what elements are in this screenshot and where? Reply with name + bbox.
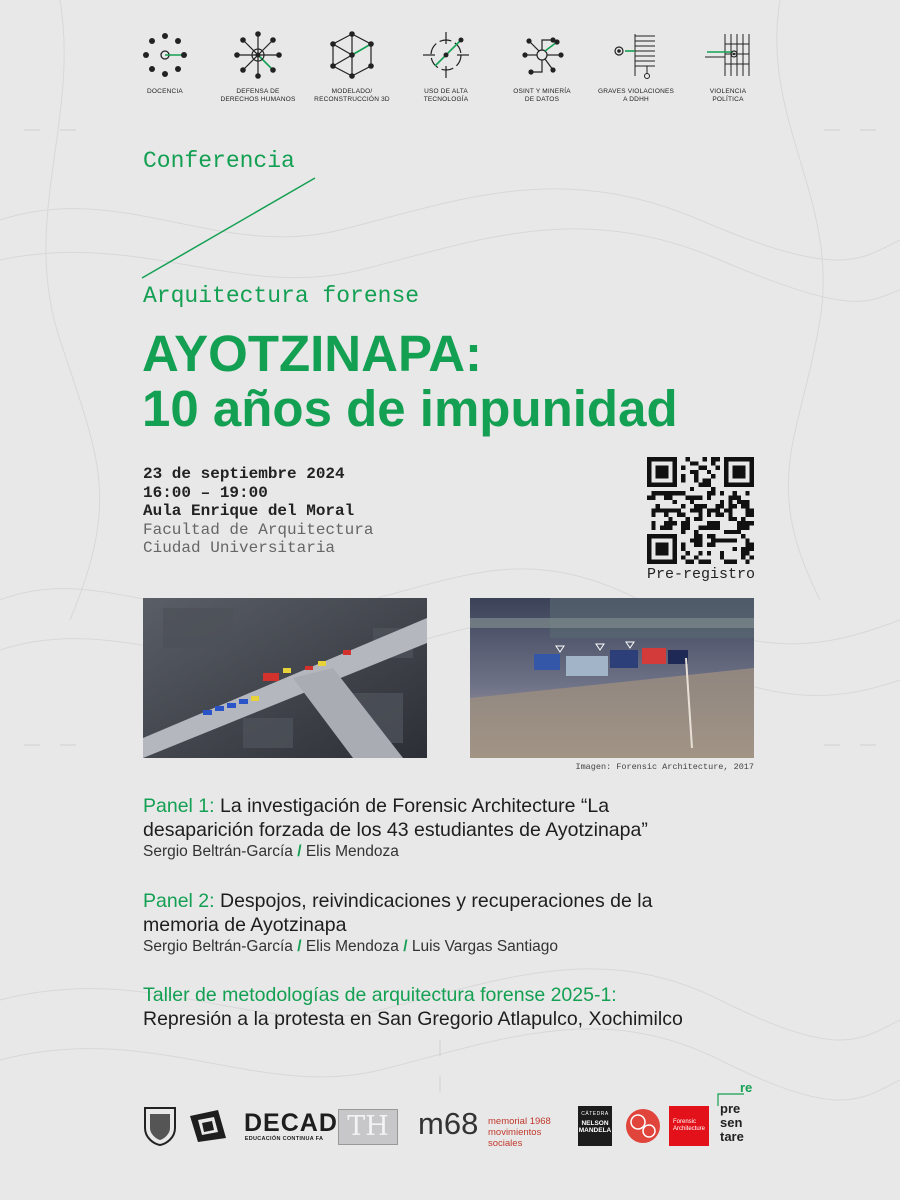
lab-logo: [624, 1106, 662, 1146]
icon-high-tech: [391, 30, 501, 104]
panel-1: [143, 794, 763, 862]
fa-logo: [188, 1108, 230, 1144]
qr-finder-pattern: [647, 534, 677, 564]
decad-logo: DECAD EDUCACIÓN CONTINUA FA: [244, 1109, 338, 1142]
event-time: 16:00 – 19:00: [143, 483, 268, 502]
qr-finder-pattern: [724, 457, 754, 487]
qr-code[interactable]: [647, 457, 754, 564]
icon-label: DEFENSA DE DERECHOS HUMANOS: [220, 88, 296, 103]
forensic-architecture-logo: Forensic Architecture: [669, 1106, 709, 1146]
panel-title-continued: memoria de Ayotzinapa: [143, 914, 347, 936]
event-info: [143, 465, 373, 558]
panel-heading: Panel 2:: [143, 890, 215, 912]
image-caption: Imagen: Forensic Architecture, 2017: [575, 762, 754, 772]
political-violence-icon: [703, 30, 753, 80]
icon-political-violence: [673, 30, 783, 104]
qr-label: Pre-registro: [646, 566, 756, 583]
modeling-icon: [327, 30, 377, 80]
icon-label: USO DE ALTA TECNOLOGÍA: [423, 88, 469, 103]
unam-logo: [142, 1106, 178, 1146]
event-faculty: Facultad de Arquitectura: [143, 520, 374, 539]
icon-label: DOCENCIA: [147, 88, 183, 95]
osint-icon: [517, 30, 567, 80]
human-rights-icon: [233, 30, 283, 80]
panel-2: [143, 889, 763, 957]
page-title: AYOTZINAPA: 10 años de impunidad: [142, 325, 678, 437]
panel-speakers: Sergio Beltrán-García / Elis Mendoza: [143, 843, 399, 860]
panel-title: La investigación de Forensic Architecture “La: [219, 795, 610, 817]
panel-title: Despojos, reivindicaciones y recuperaciones de la: [219, 890, 653, 912]
workshop-title: Represión a la protesta en San Gregorio Atlapulco, Xochimilco: [143, 1008, 683, 1030]
th-logo: TH: [338, 1109, 398, 1145]
icon-label: GRAVES VIOLACIONES A DDHH: [597, 88, 675, 103]
icon-label: MODELADO/ RECONSTRUCCIÓN 3D: [314, 88, 390, 103]
catedra-mandela-logo: CÁTEDRA NELSON MANDELA: [578, 1106, 612, 1146]
workshop: [143, 983, 763, 1031]
violations-icon: [611, 30, 661, 80]
forensic-image-aerial: [143, 598, 427, 758]
icon-label: OSINT Y MINERÍA DE DATOS: [513, 88, 571, 103]
event-date: 23 de septiembre 2024: [143, 465, 345, 483]
panel-heading: Panel 1:: [143, 795, 215, 817]
forensic-image-street: [470, 598, 754, 758]
subtitle: Arquitectura forense: [143, 283, 420, 309]
workshop-heading: Taller de metodologías de arquitectura forense 2025-1:: [143, 984, 617, 1006]
event-venue: Aula Enrique del Moral: [143, 502, 355, 520]
panel-title-continued: desaparición forzada de los 43 estudiantes de Ayotzinapa”: [143, 819, 648, 841]
m68-logo: m68 memorial 1968 movimientos sociales: [418, 1106, 551, 1149]
diagonal-accent-line: [140, 176, 320, 280]
representare-logo: re pre sen tare: [720, 1080, 753, 1144]
high-tech-icon: [421, 30, 471, 80]
qr-finder-pattern: [647, 457, 677, 487]
panel-speakers: Sergio Beltrán-García / Elis Mendoza / Luis Vargas Santiago: [143, 938, 559, 955]
kicker-conferencia: Conferencia: [143, 148, 295, 174]
icon-label: VIOLENCIA POLÍTICA: [709, 88, 747, 103]
event-campus: Ciudad Universitaria: [143, 539, 336, 557]
docencia-icon: [140, 30, 190, 80]
